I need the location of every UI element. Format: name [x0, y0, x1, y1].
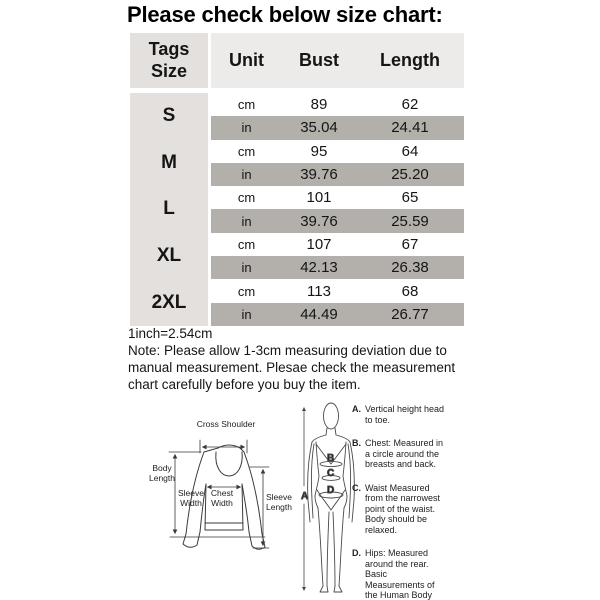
unit-cell: in [241, 120, 252, 136]
inch-conversion-text: 1inch=2.54cm [128, 326, 213, 341]
col-header-unit: Unit [229, 50, 264, 70]
table-row [211, 116, 464, 139]
item-text: Chest: Measured in a circle around the breasts and back. [365, 438, 444, 469]
garment-measure-diagram [143, 406, 315, 598]
measurement-description-list [352, 404, 448, 600]
length-cell: 26.77 [391, 305, 429, 323]
item-key: B. [352, 438, 361, 448]
unit-cell: cm [237, 283, 256, 299]
note-line: chart carefully before you buy the item. [128, 377, 361, 393]
unit-cell: in [241, 306, 252, 322]
unit-cell: cm [237, 143, 256, 159]
length-cell: 62 [401, 96, 419, 114]
size-label: M [130, 140, 208, 187]
bust-cell: 42.13 [300, 259, 338, 277]
bust-cell: 89 [310, 96, 328, 114]
sleeve-width-label: Sleeve Width [178, 488, 204, 508]
note-line: manual measurement. Plesae check the measurement [128, 360, 456, 376]
bust-cell: 113 [307, 282, 331, 300]
table-body [130, 93, 464, 326]
bust-cell: 44.49 [300, 305, 338, 323]
length-cell: 65 [401, 189, 419, 207]
length-cell: 68 [401, 282, 419, 300]
chest-width-label: Chest Width [210, 488, 234, 508]
item-text: Waist Measured from the narrowest point of the waist. Body should be relaxed. [365, 482, 441, 535]
length-cell: 25.59 [391, 212, 429, 230]
table-row-group-xl [130, 233, 464, 280]
item-key: C. [352, 482, 361, 493]
item-text: Vertical height head to toe. [365, 404, 445, 425]
length-cell: 64 [401, 142, 419, 160]
cross-shoulder-label: Cross Shoulder [196, 419, 256, 429]
table-row [211, 186, 464, 209]
table-row [211, 140, 464, 163]
note-line: Note: Please allow 1-3cm measuring deviation due to [128, 343, 447, 358]
unit-cell: cm [237, 97, 256, 113]
size-label: XL [130, 233, 208, 280]
sleeve-length-label: Sleeve Length [266, 492, 292, 512]
list-item [352, 404, 448, 425]
col-header-tags-size: Tags Size [130, 33, 208, 88]
table-row [211, 163, 464, 186]
col-header-length: Length [380, 50, 440, 70]
length-cell: 25.20 [391, 166, 429, 184]
bust-cell: 39.76 [300, 166, 338, 184]
item-key: A. [352, 404, 361, 414]
bust-cell: 107 [306, 235, 332, 253]
page-title: Please check below size chart: [127, 2, 443, 27]
list-item [352, 438, 448, 470]
table-row [211, 256, 464, 279]
table-row [211, 93, 464, 116]
table-row-group-2xl [130, 279, 464, 326]
table-header-row [130, 33, 464, 88]
unit-cell: in [241, 260, 252, 276]
bust-cell: 35.04 [300, 119, 338, 137]
table-row [211, 303, 464, 326]
list-item [352, 548, 448, 600]
size-label: S [130, 93, 208, 140]
length-cell: 26.38 [391, 259, 429, 277]
table-header-data-cells [211, 33, 464, 88]
table-row-group-s [130, 93, 464, 140]
marker-a-label: A [301, 491, 309, 502]
item-text: Hips: Measured around the rear. Basic Measurements of the Human Body [365, 548, 435, 600]
marker-d-label: D [327, 485, 335, 496]
unit-cell: cm [237, 236, 256, 252]
unit-cell: in [241, 167, 252, 183]
size-table [130, 33, 464, 326]
body-length-label: Body Length [149, 463, 175, 483]
item-key: D. [352, 548, 361, 558]
length-cell: 67 [401, 235, 419, 253]
marker-b-label: B [327, 453, 335, 464]
bust-cell: 39.76 [300, 212, 338, 230]
size-label: L [130, 186, 208, 233]
table-row [211, 279, 464, 302]
marker-c-label: C [327, 468, 335, 479]
unit-cell: in [241, 213, 252, 229]
size-label: 2XL [130, 279, 208, 326]
bust-cell: 101 [306, 189, 332, 207]
table-row-group-m [130, 140, 464, 187]
unit-cell: cm [237, 190, 256, 206]
table-row [211, 233, 464, 256]
measuring-note [128, 342, 455, 394]
list-item [352, 483, 448, 536]
length-cell: 24.41 [391, 119, 429, 137]
table-row [211, 209, 464, 232]
table-row-group-l [130, 186, 464, 233]
bust-cell: 95 [310, 142, 328, 160]
col-header-bust: Bust [299, 50, 339, 70]
